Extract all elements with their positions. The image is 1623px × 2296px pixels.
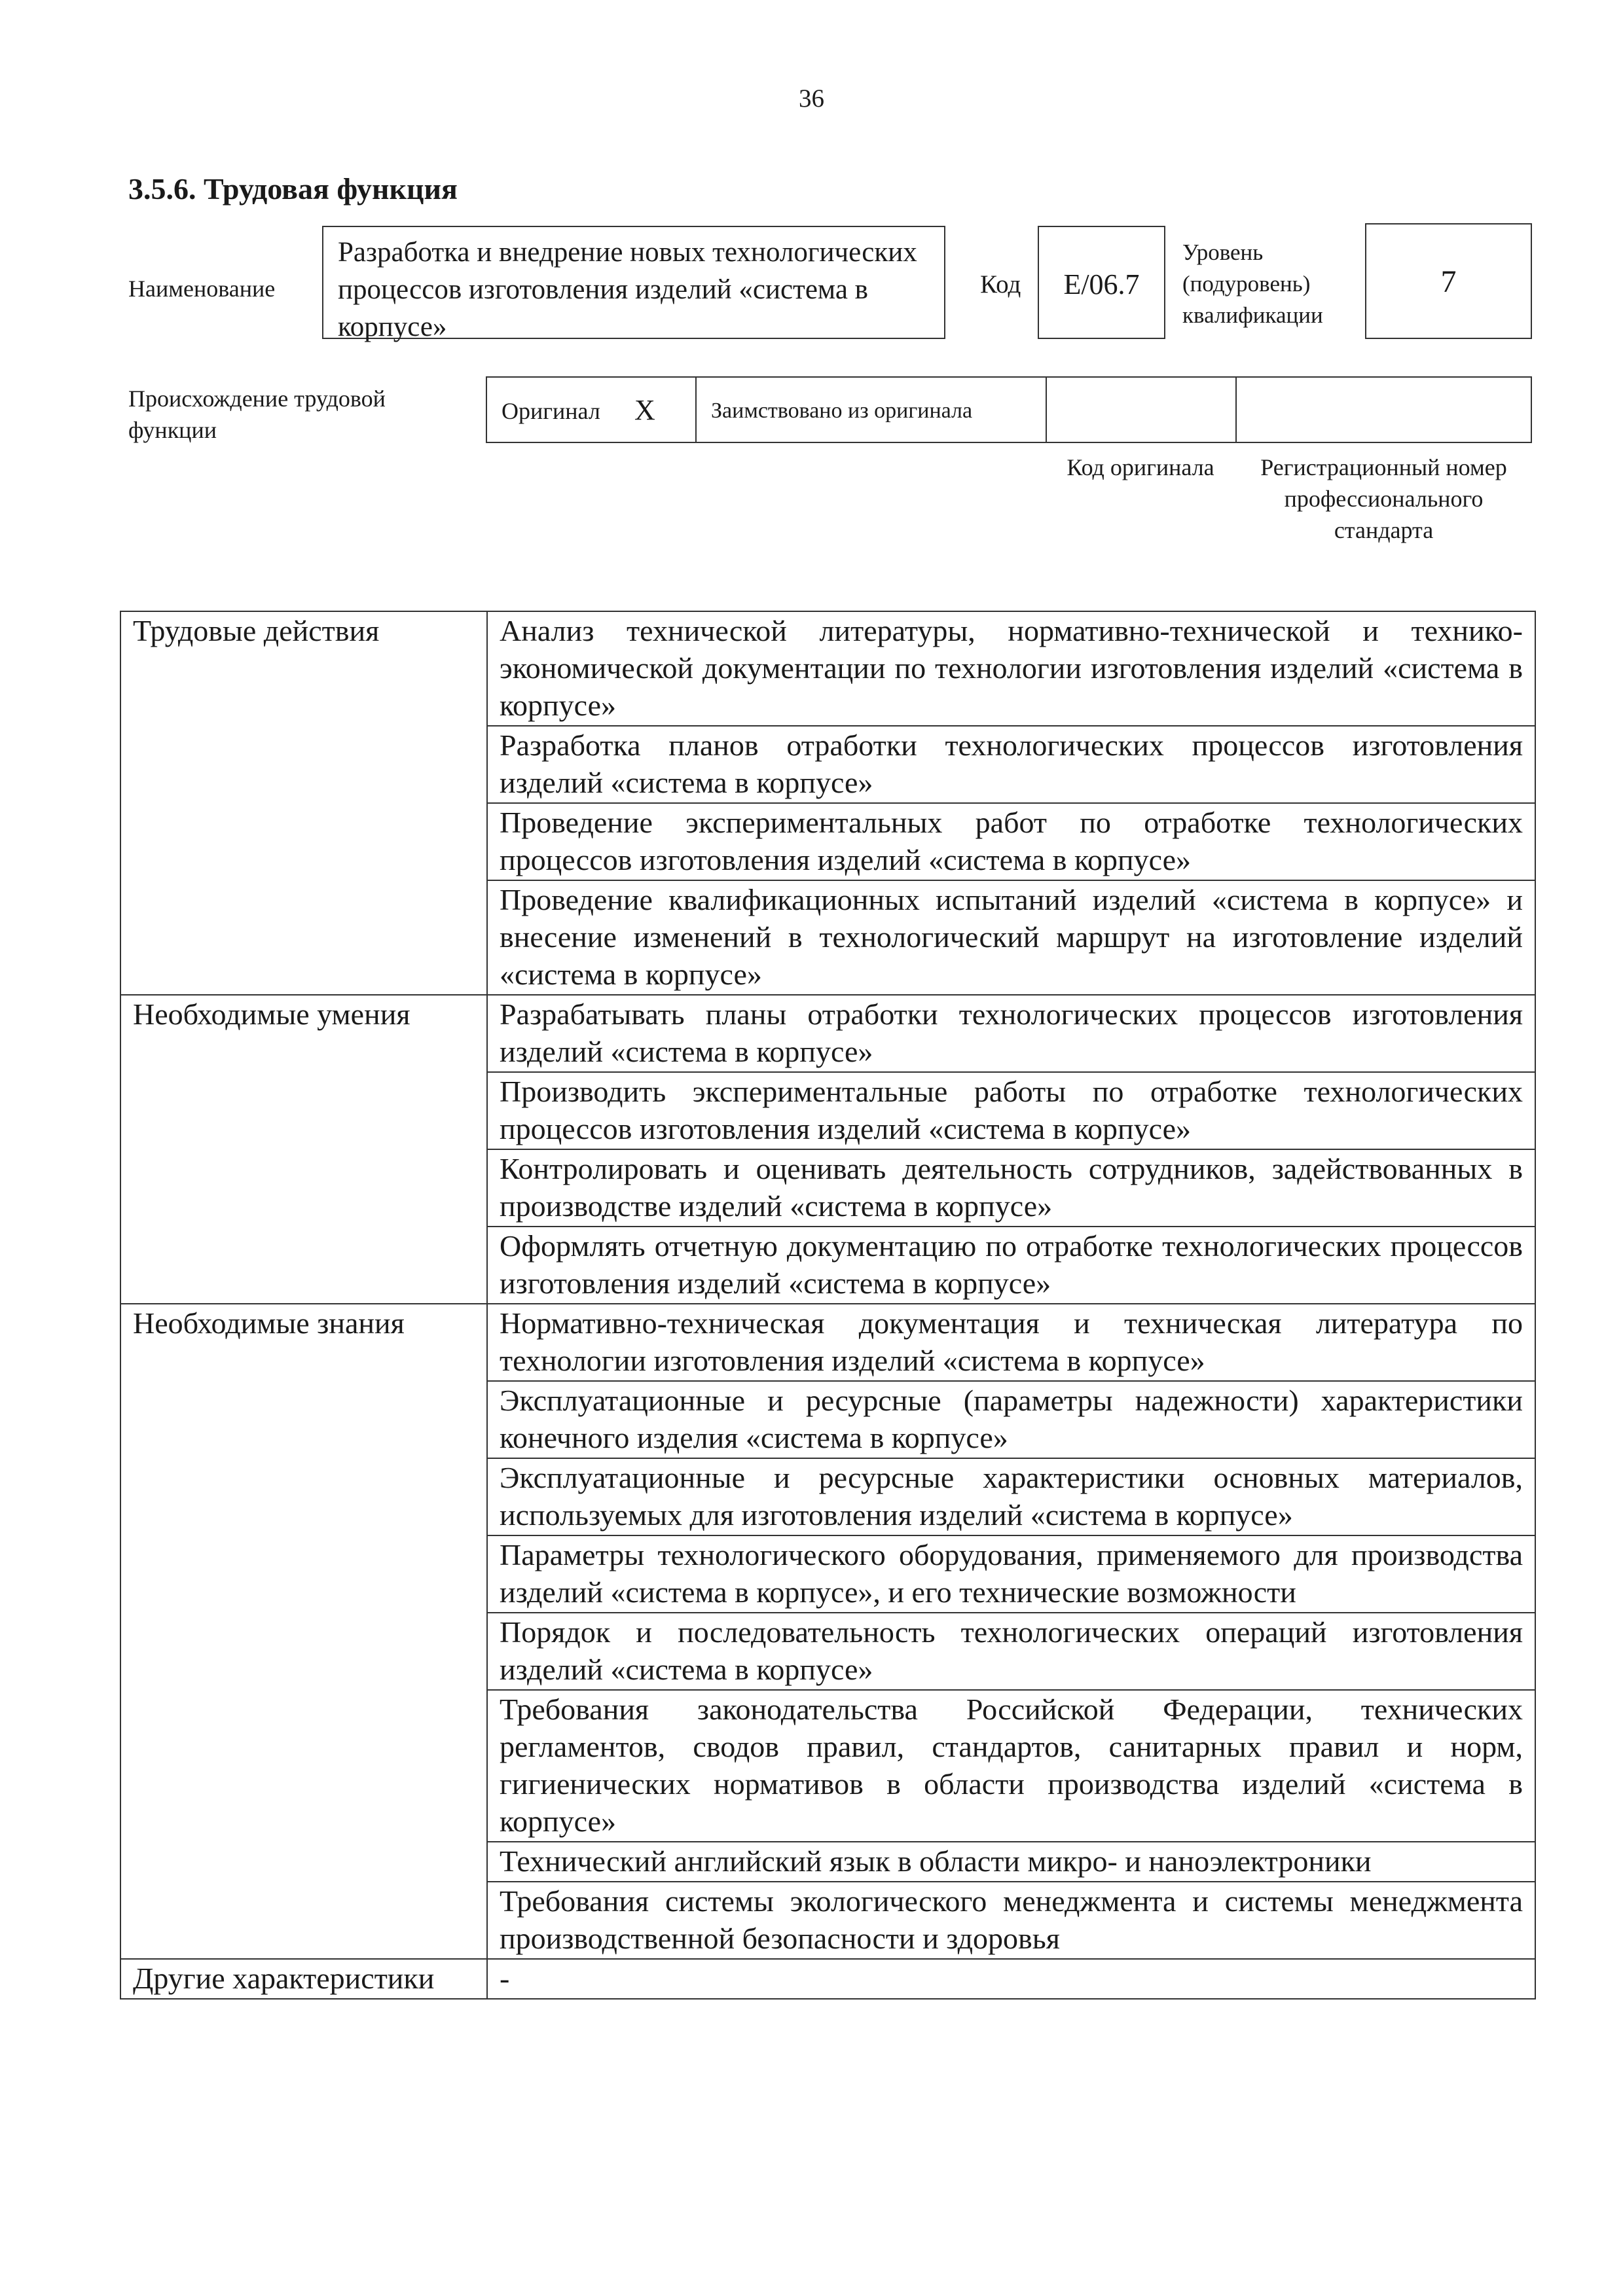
page-number: 36: [799, 84, 824, 113]
table-cell-item: Контролировать и оценивать деятельность сотрудников, задействованных в производстве изделий «система в корпусе»: [487, 1149, 1535, 1227]
table-cell-item: Нормативно-техническая документация и техническая литература по технологии изготовления изделий «система в корпусе»: [487, 1304, 1535, 1381]
table-cell-item: Технический английский язык в области микро- и наноэлектроники: [487, 1842, 1535, 1882]
code-label: Код: [980, 270, 1021, 298]
caption-original-code: Код оригинала: [1067, 454, 1214, 480]
section-title: 3.5.6. Трудовая функция: [128, 172, 458, 206]
category-required-skills: Необходимые умения: [120, 995, 487, 1304]
original-cell: [487, 378, 697, 442]
borrowed-cell: [697, 378, 1047, 442]
original-mark: X: [634, 394, 655, 426]
level-box: [1365, 223, 1532, 339]
table-cell-item: Параметры технологического оборудования, применяемого для производства изделий «система в корпусе», и его технические возможности: [487, 1535, 1535, 1613]
function-table: [120, 611, 1536, 2000]
table-cell-item: Проведение экспериментальных работ по отработке технологических процессов изготовления изделий «система в корпусе»: [487, 803, 1535, 880]
name-box: [322, 226, 945, 342]
code-box: [1038, 226, 1165, 339]
level-label-line3: квалификации: [1182, 302, 1323, 328]
table-row: [120, 611, 1535, 726]
function-code: E/06.7: [1063, 268, 1140, 300]
table-row: [120, 995, 1535, 1072]
origin-label: Происхождение трудовой функции: [128, 386, 386, 443]
level-label-line2: (подуровень): [1182, 271, 1311, 296]
category-required-knowledge: Необходимые знания: [120, 1304, 487, 1959]
borrowed-label: Заимствовано из оригинала: [711, 399, 973, 423]
level-label-line1: Уровень: [1182, 240, 1264, 265]
qualification-level: 7: [1440, 264, 1457, 299]
table-cell-item: Требования системы экологического менеджмента и системы менеджмента производственной безопасности и здоровья: [487, 1882, 1535, 1959]
table-cell-item: Оформлять отчетную документацию по отработке технологических процессов изготовления изделий «система в корпусе»: [487, 1227, 1535, 1304]
origin-row: [486, 376, 1532, 443]
table-cell-item: Разрабатывать планы отработки технологических процессов изготовления изделий «система в корпусе»: [487, 995, 1535, 1072]
table-row: [120, 1959, 1535, 1999]
name-label: Наименование: [128, 276, 276, 302]
table-cell-item: Анализ технической литературы, нормативно-технической и технико-экономической документации по технологии изготовления изделий «система в корпусе»: [487, 611, 1535, 726]
caption-registration-number: Регистрационный номер профессионального стандарта: [1260, 454, 1507, 543]
category-labor-actions: Трудовые действия: [120, 611, 487, 995]
table-row: [120, 1304, 1535, 1381]
table-cell-item: -: [487, 1959, 1535, 1999]
table-cell-item: Разработка планов отработки технологических процессов изготовления изделий «система в корпусе»: [487, 726, 1535, 803]
category-other-characteristics: Другие характеристики: [120, 1959, 487, 1999]
function-name: Разработка и внедрение новых технологических процессов изготовления изделий «система в корпусе»: [338, 237, 917, 342]
table-cell-item: Требования законодательства Российской Федерации, технических регламентов, сводов правил, стандартов, санитарных правил и норм, гигиенических нормативов в области производства изделий «система в корпусе»: [487, 1690, 1535, 1842]
level-label: [1182, 237, 1323, 331]
table-cell-item: Производить экспериментальные работы по отработке технологических процессов изготовления изделий «система в корпусе»: [487, 1072, 1535, 1149]
table-cell-item: Порядок и последовательность технологических операций изготовления изделий «система в корпусе»: [487, 1613, 1535, 1690]
table-cell-item: Эксплуатационные и ресурсные (параметры надежности) характеристики конечного изделия «система в корпусе»: [487, 1381, 1535, 1458]
table-cell-item: Эксплуатационные и ресурсные характеристики основных материалов, используемых для изготовления изделий «система в корпусе»: [487, 1458, 1535, 1535]
table-cell-item: Проведение квалификационных испытаний изделий «система в корпусе» и внесение изменений в технологический маршрут на изготовление изделий «система в корпусе»: [487, 880, 1535, 995]
original-code-cell: [1047, 378, 1237, 442]
registration-number-cell: [1237, 378, 1531, 442]
original-label: Оригинал: [501, 398, 600, 424]
